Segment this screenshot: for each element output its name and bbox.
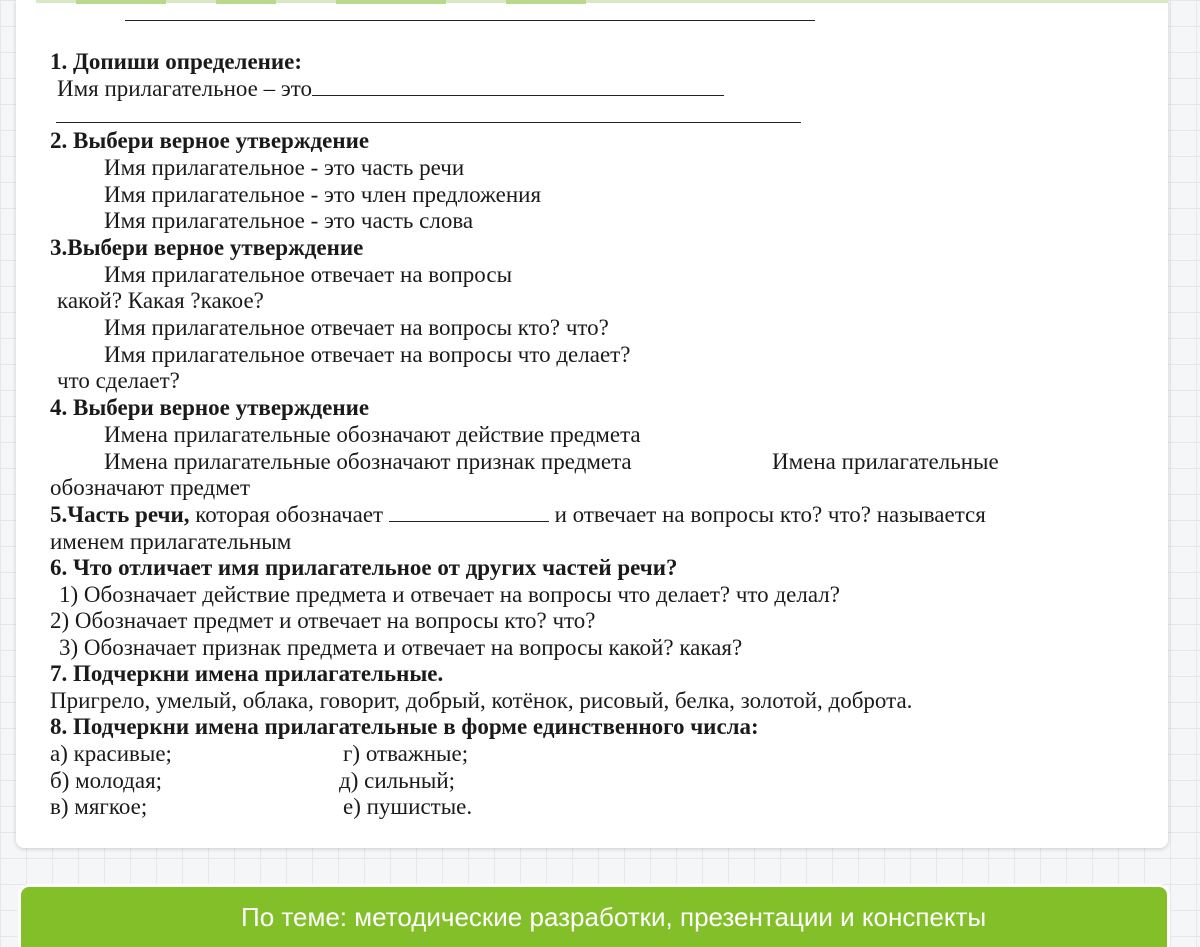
q5-line-1 <box>50 502 986 528</box>
q8-option-v: в) мягкое; <box>50 794 148 819</box>
q4-title: 4. Выбери верное утверждение <box>50 395 370 420</box>
q1-prompt: Имя прилагательное – это <box>57 76 312 101</box>
q8-option-b: б) молодая; <box>50 768 163 793</box>
q7-word-list: Пригрело, умелый, облака, говорит, добрый, котёнок, рисовый, белка, золотой, доброта. <box>50 688 913 713</box>
banner-text[interactable]: По теме: методические разработки, презентации и конспекты <box>241 902 987 932</box>
q6-option-2: 2) Обозначает предмет и отвечает на вопросы кто? что? <box>50 608 596 633</box>
worksheet-page <box>16 0 1168 848</box>
q3-option-3-line-1: Имя прилагательное отвечает на вопросы что делает? <box>104 342 631 367</box>
q6-option-1: 1) Обозначает действие предмета и отвечает на вопросы что делает? что делал? <box>59 582 840 607</box>
q3-option-1-line-1: Имя прилагательное отвечает на вопросы <box>104 262 513 287</box>
answer-line-top <box>125 20 815 21</box>
decorative-top-stripe <box>36 0 1168 6</box>
q2-option-3: Имя прилагательное - это часть слова <box>104 208 474 233</box>
q3-title: 3.Выбери верное утверждение <box>50 235 364 260</box>
q4-option-3-part-2: обозначают предмет <box>50 475 251 500</box>
q4-option-1: Имена прилагательные обозначают действие предмета <box>104 422 641 447</box>
q7-title: 7. Подчеркни имена прилагательные. <box>50 661 444 686</box>
q8-option-d: д) сильный; <box>339 768 456 793</box>
q1-title: 1. Допиши определение: <box>50 49 303 74</box>
q8-option-g: г) отважные; <box>343 741 469 766</box>
q2-option-1: Имя прилагательное - это часть речи <box>104 155 465 180</box>
q2-option-2: Имя прилагательное - это член предложения <box>104 182 542 207</box>
q3-option-2: Имя прилагательное отвечает на вопросы кто? что? <box>104 315 609 340</box>
q6-option-3: 3) Обозначает признак предмета и отвечает на вопросы какой? какая? <box>59 635 743 660</box>
q8-option-a: а) красивые; <box>50 741 172 766</box>
related-materials-banner[interactable] <box>21 887 1167 947</box>
q5-bold: 5.Часть речи, <box>50 502 190 527</box>
q4-option-3-part-1: Имена прилагательные <box>772 449 999 474</box>
q3-option-3-line-2: что сделает? <box>57 368 180 393</box>
q8-option-e: е) пушистые. <box>343 794 473 819</box>
q2-title: 2. Выбери верное утверждение <box>50 128 370 153</box>
q5-text-2: и отвечает на вопросы кто? что? называется <box>554 502 986 527</box>
q5-line-2: именем прилагательным <box>50 529 292 554</box>
q6-title: 6. Что отличает имя прилагательное от других частей речи? <box>50 555 678 580</box>
q5-text-1: которая обозначает <box>195 502 384 527</box>
q5-answer-blank[interactable] <box>389 503 549 522</box>
q1-answer-blank[interactable] <box>312 77 724 96</box>
q8-title: 8. Подчеркни имена прилагательные в форме единственного числа: <box>50 714 759 739</box>
q4-option-2: Имена прилагательные обозначают признак предмета <box>104 449 632 474</box>
q3-option-1-line-2: какой? Какая ?какое? <box>57 288 264 313</box>
q1-answer-line-2[interactable] <box>56 96 801 123</box>
